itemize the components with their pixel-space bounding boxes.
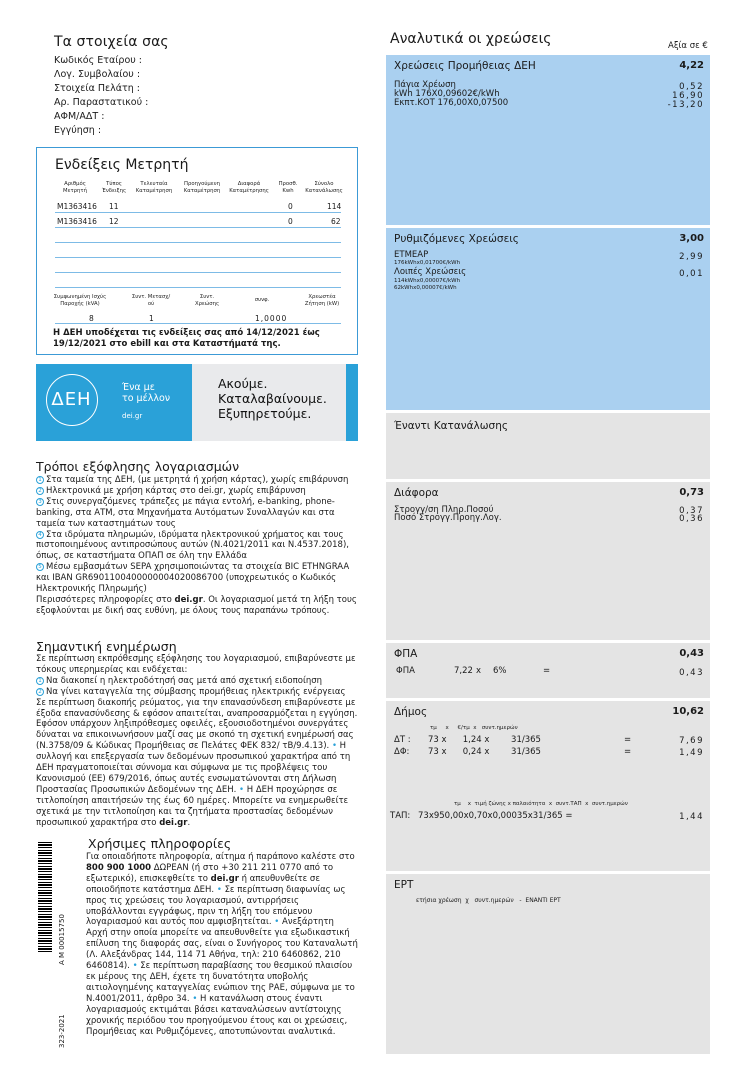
supply-value: -13,20: [667, 100, 704, 110]
ert-box: [386, 874, 710, 1054]
payment-item: 4 Στα ιδρύματα πληρωμών, ιδρύματα ηλεκτρονικού χρήματος και τους πιστοποιημένους αντιπροσώπους αυτών (Ν.4021/2011 και Ν.4537.2018), όπως, σε καταστήματα ΟΠΑΠ σε όλη την Ελλάδα: [36, 529, 349, 562]
regulated-sub: 114kWhx0,00007€/kWh: [394, 278, 461, 284]
bullet-icon: 2: [36, 688, 44, 696]
payment-title: Τρόποι εξόφλησης λογαριασμών: [36, 459, 240, 474]
slogan-line3: Εξυπηρετούμε.: [218, 406, 312, 421]
banner-stripe: [346, 364, 358, 441]
vat-equals: =: [543, 666, 551, 676]
meter-total: 62: [331, 217, 341, 226]
payment-item: 1 Στα ταμεία της ΔΕΗ, (με μετρητά ή χρήση κάρτας), χωρίς επιβάρυνση: [36, 475, 360, 486]
useful-title: Χρήσιμες πληροφορίες: [88, 836, 232, 851]
misc-line: Στρογγ/ση Πληρ.Ποσού: [394, 505, 494, 515]
currency-label: Αξία σε €: [668, 41, 708, 51]
useful-body: Για οποιαδήποτε πληροφορία, αίτημα ή παράπονο καλέστε στο 800 900 1000 ΔΩΡΕΑΝ (ή στο +30 211 211 0770 από το εξωτερικό), επισκεφθείτε το dei.gr ή απευθυνθείτε σε οποιοδήποτε κατάστημα ΔΕΗ. • Σε περίπτωση διαφωνίας ως προς τις χρεώσεις του λογαριασμού, αντιρρήσεις υποβάλλονται εγγράφως, πριν τη λήξη του επόμενου λογαριασμού και αυτός που αμφισβητείται. • Ανεξάρτητη Αρχή στην οποία μπορείτε να απευθυνθείτε για εξωδικαστική επίλυση της διαφοράς σας, είναι ο Συνήγορος του Καταναλωτή (Λ. Αλεξάνδρας 144, 114 71 Αθήνα, τηλ: 210 6460862, 210 6460814). • Σε περίπτωση παραβίασης του θεσμικού πλαισίου εκ μέρους της ΔΕΗ, έχετε τη δυνατότητα υποβολής αιτιολογημένης καταγγελίας ενώπιον της ΡΑΕ, σύμφωνα με το Ν.4001/2011, άρθρο 34. • Η κατανάλωση στους έναντι λογαριασμούς εκτιμάται βάσει καταναλώσεων αντίστοιχης χρονικής περιόδου του προηγούμενου έτους και οι χρεώσεις, Προμήθειας και Ρυθμιζόμενες, αποτυπώνονται αναλυτικά.: [86, 852, 358, 1037]
regulated-total: 3,00: [679, 233, 704, 244]
meter-header: Τελευταία Καταμέτρηση: [135, 181, 173, 194]
payment-list: [36, 475, 360, 617]
tap-value: 1,44: [679, 812, 704, 822]
advance-box: [386, 413, 710, 479]
meter-row-empty: [55, 229, 341, 243]
misc-line: Ποσό Στρογγ.Προηγ.Λογ.: [394, 513, 502, 523]
meter-header: Τύπος Ένδειξης: [101, 181, 127, 194]
important-body: [36, 654, 360, 829]
details-fields: [54, 54, 344, 138]
tagline-line2: το μέλλον: [122, 393, 171, 404]
bullet-dot-icon: •: [192, 993, 198, 1004]
advance-title: Έναντι Κατανάλωσης: [394, 420, 509, 432]
supply-line: kWh 176X0,09602€/kWh: [394, 89, 500, 99]
regulated-title: Ρυθμιζόμενες Χρεώσεις: [394, 233, 519, 245]
tagline-line1: Ένα με: [122, 382, 155, 393]
dei-logo: [46, 374, 98, 426]
meter-title: Ενδείξεις Μετρητή: [55, 157, 189, 173]
regulated-line: ΕΤΜΕΑΡ: [394, 250, 429, 260]
municipal-dt-value: 7,69: [679, 736, 704, 746]
regulated-sub: 176kWhx0,01700€/kWh: [394, 260, 461, 266]
municipal-dt-label: ΔΤ :: [394, 735, 411, 745]
banner-tagline: [122, 382, 170, 404]
misc-title: Διάφορα: [394, 487, 439, 499]
supply-title: Χρεώσεις Προμήθειας ΔΕΗ: [394, 60, 536, 72]
dei-link[interactable]: dei.gr: [210, 873, 239, 884]
meter-header: Αριθμός Μετρητή: [63, 181, 87, 194]
municipal-dt-eq: =: [624, 735, 632, 745]
meter-row: [55, 214, 341, 228]
meter-number: M1363416: [57, 202, 97, 211]
payment-item: 3 Στις συνεργαζόμενες τράπεζες με πάγια εντολή, e-banking, phone-banking, στα ΑΤΜ, στα Μηχανήματα Αυτόματων Συναλλαγών και στα ταμεία των καταστημάτων τους: [36, 496, 335, 529]
barcode: [38, 840, 52, 952]
bullet-dot-icon: •: [331, 741, 337, 752]
regulated-value: 2,99: [679, 252, 704, 262]
field-vat-id: ΑΦΜ/ΑΔΤ :: [54, 111, 105, 122]
important-item: 1 Να διακοπεί η ηλεκτροδότησή σας μετά από σχετική ειδοποίηση: [36, 676, 360, 687]
municipal-df-eq: =: [624, 747, 632, 757]
bullet-icon: 2: [36, 487, 44, 495]
meter-extra: 0: [288, 217, 293, 226]
meter-total: 114: [327, 202, 342, 211]
tap-expr: 73x950,00x0,70x0,00035x31/365 =: [418, 811, 573, 821]
regulated-line: Λοιπές Χρεώσεις: [394, 267, 467, 277]
side-code: 323-2021: [58, 1014, 66, 1048]
misc-box: [386, 482, 710, 640]
bullet-icon: 1: [36, 476, 44, 484]
bullet-icon: 5: [36, 563, 44, 571]
charge-coef: 1,0000: [255, 314, 288, 323]
meter-header2: συνφ.: [254, 297, 270, 303]
supply-value: 0,52: [679, 82, 704, 92]
details-title: Τα στοιχεία σας: [54, 34, 169, 50]
meter-extra: 0: [288, 202, 293, 211]
field-customer: Στοιχεία Πελάτη :: [54, 83, 140, 94]
charges-title: Αναλυτικά οι χρεώσεις: [390, 31, 552, 47]
banner-slogan-panel: [192, 364, 346, 441]
municipal-total: 10,62: [672, 706, 704, 717]
meter-header2: Συμφωνημένη Ισχύς Παροχής (kVA): [53, 294, 107, 307]
bullet-dot-icon: •: [239, 784, 245, 795]
banner-site: dei.gr: [122, 412, 143, 420]
ert-note: ετήσια χρέωση χ συντ.ημερών - ΕΝΑΝΤΙ ΕΡΤ: [416, 897, 561, 904]
municipal-header: τμ x €/τμ x συντ.ημερών: [430, 725, 518, 731]
supply-value: 16,90: [672, 91, 704, 101]
meter-header2: Συντ. Χρεώσης: [194, 294, 220, 307]
vat-title: ΦΠΑ: [394, 648, 418, 660]
tap-label: ΤΑΠ:: [390, 811, 411, 821]
vat-base: 7,22: [454, 666, 473, 676]
regulated-value: 0,01: [679, 269, 704, 279]
meter-header2: Χρεωστέα Ζήτηση (kW): [304, 294, 340, 307]
field-guarantee: Εγγύηση :: [54, 125, 102, 136]
bullet-dot-icon: •: [216, 884, 222, 895]
regulated-sub: 62kWhx0,00007€/kWh: [394, 285, 457, 291]
misc-value: 0,36: [679, 514, 704, 524]
vat-value: 0,43: [679, 668, 704, 678]
meter-type: 11: [109, 202, 119, 211]
municipal-df-value: 1,49: [679, 748, 704, 758]
regulated-charges-box: [386, 228, 710, 410]
meter-number: M1363416: [57, 217, 97, 226]
important-paragraph: Σε περίπτωση διακοπής ρεύματος, για την επανασύνδεση επιβαρύνεστε με έξοδα επανασύνδεσης & εφόσον απαιτείται, αναπροσαρμόζεται η εγγύηση. Εφόσον υπάρχουν ληξιπρόθεσμες οφειλές, εξουσιοδοτημένοι συνεργάτες δύναται να επικοινωνήσουν μαζί σας με σκοπό τη σχετική ενημέρωσή σας (Ν.3758/09 & Κώδικας Προμήθειας σε Πελάτες ΦΕΚ 832/ τΒ/9.4.13). • Η συλλογή και επεξεργασία των δεδομένων προσωπικού χαρακτήρα από τη ΔΕΗ πραγματοποιείται σύννομα και σύμφωνα με τις προβλέψεις του Κανονισμού (ΕΕ) 679/2016, όπως αυτές ενσωματώνονται στη Δήλωση Προστασίας Προσωπικών Δεδομένων της ΔΕΗ. • Η ΔΕΗ προχώρησε σε τιτλοποίηση απαιτήσεών της έως 60 ημέρες. Μπορείτε να ενημερωθείτε σχετικά με την τιτλοποίηση και τα ζητήματα προστασίας δεδομένων προσωπικού χαρακτήρα στο dei.gr.: [36, 697, 358, 828]
vat-rate: 6%: [493, 666, 507, 676]
supply-line: Εκπτ.ΚΟΤ 176,00X0,07500: [394, 98, 509, 108]
payment-item: 5 Μέσω εμβασμάτων SEPA χρησιμοποιώντας τα στοιχεία BIC ETHNGRAA και IBAN GR6901100400000004020086700 (υποχρεωτικός ο Κωδικός Ηλεκτρονικής Πληρωμής): [36, 562, 350, 595]
meter-power-row: [55, 310, 341, 324]
banner-slogan: [218, 376, 327, 421]
bullet-icon: 1: [36, 677, 44, 685]
bullet-dot-icon: •: [132, 961, 138, 972]
important-intro: Σε περίπτωση εκπρόθεσμης εξόφλησης του λογαριασμού, επιβαρύνεστε με τόκους υπερημερίας και ενδέχεται:: [36, 654, 356, 675]
field-partner-code: Κωδικός Εταίρου :: [54, 55, 142, 66]
phone-number[interactable]: 800 900 1000: [86, 862, 152, 873]
slogan-line1: Ακούμε.: [218, 376, 268, 391]
meter-header2: Συντ. Μετασχ/ού: [131, 294, 171, 307]
contracted-power: 8: [89, 314, 94, 323]
field-document-no: Αρ. Παραστατικού :: [54, 97, 149, 108]
slogan-line2: Καταλαβαίνουμε.: [218, 391, 327, 406]
municipal-title: Δήμος: [394, 706, 428, 718]
meter-box: [36, 147, 358, 355]
payment-more: Περισσότερες πληροφορίες στο dei.gr. Οι λογαριασμοί μετά τη λήξη τους εξοφλούνται με δική σας ευθύνη, με όλους τους παραπάνω τρόπους.: [36, 594, 357, 616]
payment-item: 2 Ηλεκτρονικά με χρήση κάρτας στο dei.gr, χωρίς επιβάρυνση: [36, 486, 360, 497]
meter-header: Προηγούμενη Καταμέτρηση: [183, 181, 221, 194]
side-code: Α Μ 00015750: [58, 914, 66, 965]
dei-link[interactable]: dei.gr: [174, 594, 203, 605]
important-title: Σημαντική ενημέρωση: [36, 639, 177, 654]
dei-link[interactable]: dei.gr: [159, 817, 188, 828]
municipal-df-label: ΔΦ:: [394, 747, 410, 757]
brand-banner: [36, 364, 192, 441]
vat-label: ΦΠΑ: [396, 666, 415, 676]
misc-value: 0,37: [679, 506, 704, 516]
municipal-box: [386, 701, 710, 871]
meter-type: 12: [109, 217, 119, 226]
vat-box: [386, 643, 710, 698]
supply-total: 4,22: [679, 60, 704, 71]
meter-row-empty: [55, 259, 341, 273]
municipal-dt-expr: 73 x 1,24 x 31/365: [428, 735, 541, 745]
meter-row-empty: [55, 244, 341, 258]
meter-row-empty: [55, 274, 341, 288]
municipal-df-expr: 73 x 0,24 x 31/365: [428, 747, 541, 757]
meter-header: Προσθ. Kwh: [278, 181, 298, 194]
vat-total: 0,43: [679, 648, 704, 659]
supply-line: Πάγια Χρέωση: [394, 80, 456, 90]
bullet-icon: 4: [36, 531, 44, 539]
important-item: 2 Να γίνει καταγγελία της σύμβασης προμήθειας ηλεκτρικής ενέργειας: [36, 687, 360, 698]
supply-charges-box: [386, 55, 710, 225]
meter-row: [55, 199, 341, 213]
bullet-icon: 3: [36, 498, 44, 506]
meter-note: Η ΔΕΗ υποδέχεται τις ενδείξεις σας από 14/12/2021 έως 19/12/2021 στο ebill και στα Καταστήματά της.: [53, 328, 320, 349]
dei-logo-text: ΔΕΗ: [51, 389, 92, 410]
field-contract: Λογ. Συμβολαίου :: [54, 69, 141, 80]
transformer-coef: 1: [149, 314, 154, 323]
ert-title: ΕΡΤ: [394, 879, 414, 891]
meter-header: Σύνολο Κατανάλωσης: [305, 181, 343, 194]
vat-times: x: [476, 666, 482, 676]
bullet-dot-icon: •: [274, 917, 280, 928]
misc-total: 0,73: [679, 487, 704, 498]
tap-header: τμ x τιμή ζώνης x παλαιότητα x συντ.ΤΑΠ x συντ.ημερών: [454, 801, 628, 807]
meter-header: Διαφορά Καταμέτρησης: [229, 181, 269, 194]
